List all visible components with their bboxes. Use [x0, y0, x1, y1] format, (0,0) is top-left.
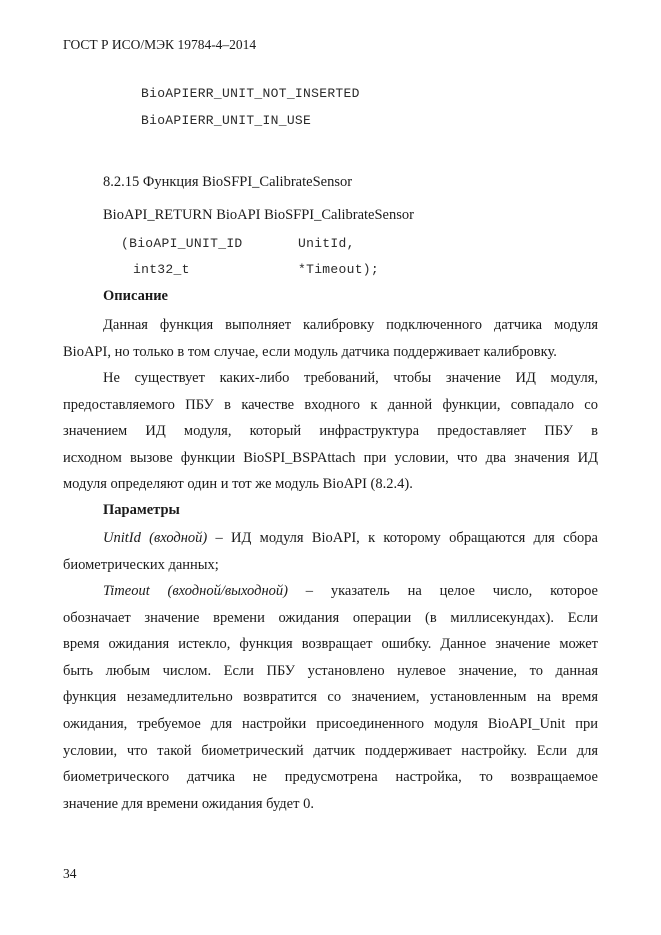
document-header: ГОСТ Р ИСО/МЭК 19784-4–2014 — [63, 37, 257, 52]
text-line: значением ИД модуля, который инфраструктура предоставляет ПБУ в — [63, 423, 598, 440]
parameters-heading: Параметры — [103, 502, 180, 518]
param-term: UnitId (входной) — [103, 530, 208, 546]
description-paragraph-1 — [63, 312, 598, 365]
text-line — [63, 578, 598, 605]
param-unitid-paragraph — [63, 525, 598, 578]
text-line: быть любым числом. Если ПБУ установлено нулевое значение, то данная — [63, 662, 598, 679]
text-line: обозначает значение времени ожидания операции (в миллисекундах). Если — [63, 609, 598, 626]
description-heading: Описание — [103, 288, 168, 304]
description-paragraph-2 — [63, 365, 598, 498]
text-line: модуля определяют один и тот же модуль BioAPI (8.2.4). — [63, 476, 413, 493]
text-line: значение для времени ожидания будет 0. — [63, 795, 314, 812]
section-title: 8.2.15 Функция BioSFPI_CalibrateSensor — [103, 174, 353, 190]
text-line: Данная функция выполняет калибровку подключенного датчика модуля — [103, 317, 598, 333]
text-line: BioAPI, но только в том случае, если модуль датчика поддерживает калибровку. — [63, 343, 557, 360]
param-term: Timeout (входной/выходной) — [103, 583, 288, 599]
param-desc: – указатель на целое число, которое — [287, 583, 598, 599]
text-line: время ожидания истекло, функция возвращает ошибку. Данное значение может — [63, 636, 598, 653]
page-number: 34 — [63, 866, 77, 881]
text-line: функция незамедлительно возвратится со значением, установленным на время — [63, 689, 598, 706]
text-line: биометрических данных; — [63, 556, 219, 573]
error-code: BioAPIERR_UNIT_NOT_INSERTED — [141, 86, 360, 101]
param-type: (BioAPI_UNIT_ID — [121, 236, 243, 251]
param-name: *Timeout); — [298, 262, 380, 277]
text-line: ожидания, требуемое для настройки присоединенного модуля BioAPI_Unit при — [63, 715, 598, 732]
text-line — [63, 525, 598, 552]
param-name: UnitId, — [298, 236, 355, 251]
param-timeout-paragraph — [63, 578, 598, 817]
text-line: условии, что такой биометрический датчик поддерживает настройку. Если для — [63, 742, 598, 759]
text-line: биометрического датчика не предусмотрена настройка, то возвращаемое — [63, 769, 598, 786]
function-declaration: BioAPI_RETURN BioAPI BioSFPI_CalibrateSensor — [103, 207, 414, 223]
text-line: исходном вызове функции BioSPI_BSPAttach при условии, что два значения ИД — [63, 449, 598, 466]
param-type: int32_t — [133, 262, 190, 277]
text-line: предоставляемого ПБУ в качестве входного к данной функции, совпадало со — [63, 396, 598, 413]
error-code: BioAPIERR_UNIT_IN_USE — [141, 113, 312, 128]
text-line: Не существует каких-либо требований, чтобы значение ИД модуля, — [103, 370, 598, 386]
param-desc: – ИД модуля BioAPI, к которому обращаются для сбора — [207, 530, 598, 546]
